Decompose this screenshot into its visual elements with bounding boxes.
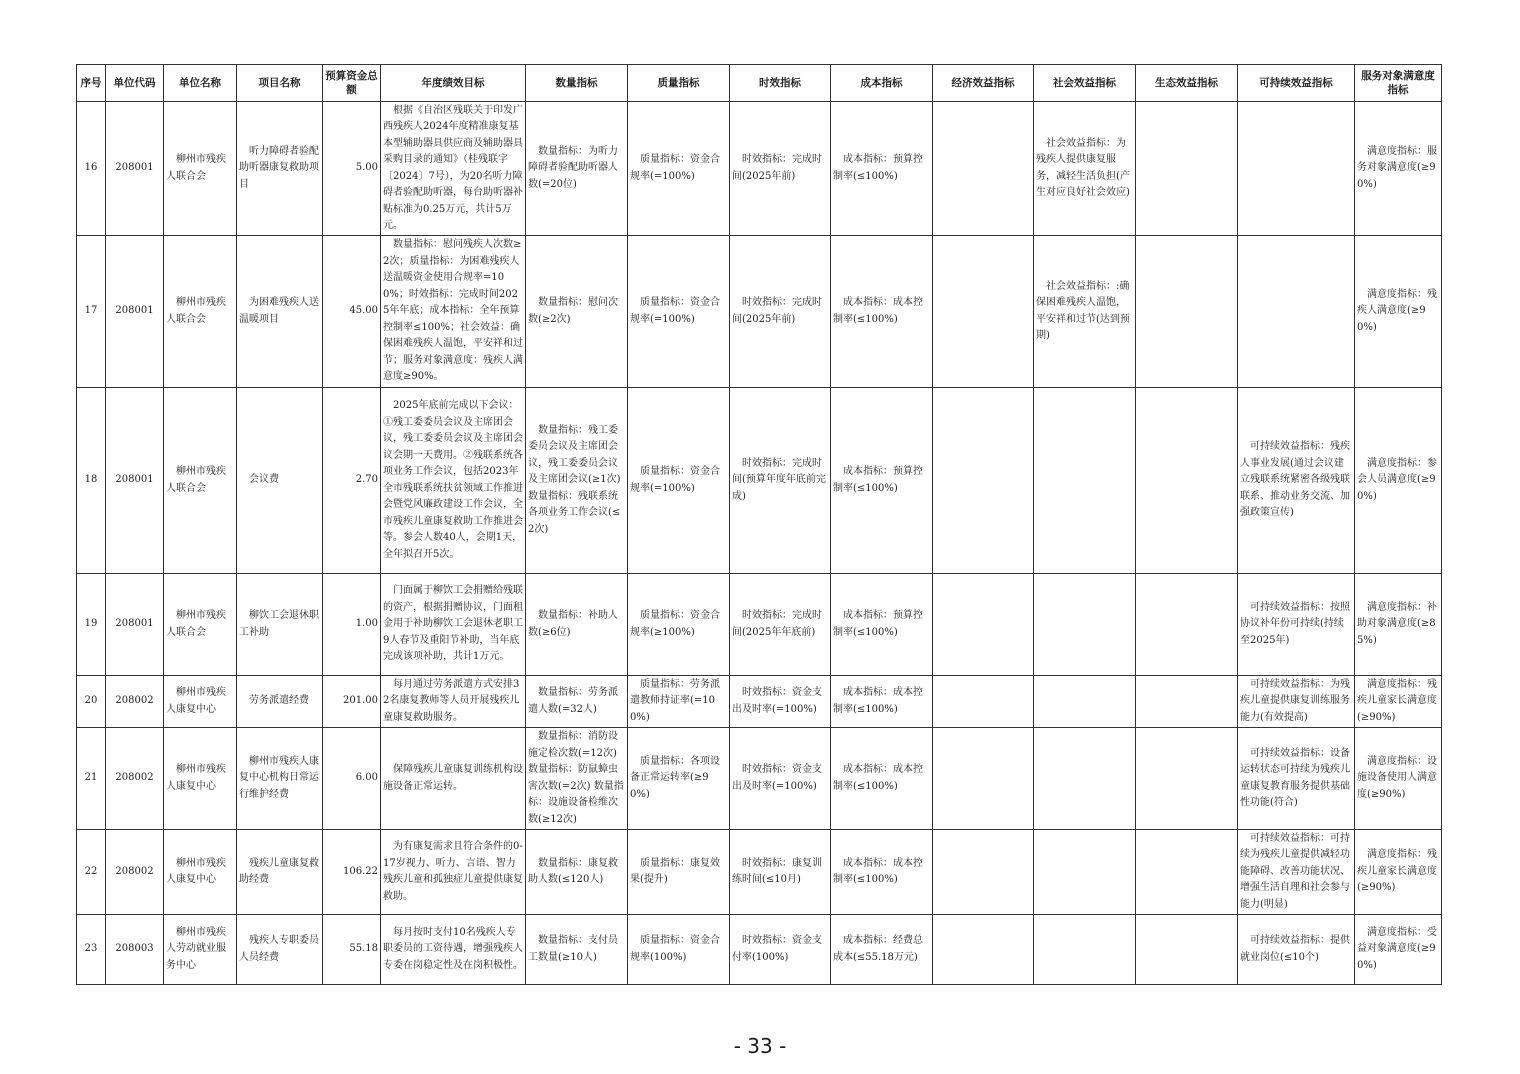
quality-indicator-cell <box>628 676 730 728</box>
header-cell: 年度绩效目标 <box>381 65 526 102</box>
table-row <box>77 676 1442 728</box>
ecological-indicator-cell <box>1136 830 1238 915</box>
social-indicator-cell <box>1034 236 1136 388</box>
project-name: 劳务派遣经费 <box>249 695 309 707</box>
timeliness-indicator: 时效指标：资金支付率(100%) <box>732 935 822 963</box>
cost-indicator: 成本指标：成本控制率(≤100%) <box>833 297 923 325</box>
satisfaction-indicator-cell <box>1355 574 1442 676</box>
unit-code-cell <box>106 236 164 388</box>
annual-goal: 门面属于柳饮工会捐赠给残联的资产，根据捐赠协议，门面租金用于补助柳饮工会退休老职工9人春节及重阳节补助，当年底完成该项补助，共计1万元。 <box>383 585 523 663</box>
sustainability-indicator-cell <box>1238 102 1355 236</box>
ecological-indicator-cell <box>1136 236 1238 388</box>
sustainability-indicator: 可持续效益指标：设备运转状态可持续为残疾儿童康复教育服务提供基础性功能(符合) <box>1240 747 1350 808</box>
quantity-indicator-cell <box>526 236 628 388</box>
unit-name-cell <box>164 830 237 915</box>
budget-amount-cell <box>323 728 381 830</box>
quantity-indicator: 数量指标：支付员工数量(≥10人) <box>528 935 618 963</box>
annual-goal-cell <box>381 236 526 388</box>
quantity-indicator-cell <box>526 728 628 830</box>
quantity-indicator: 数量指标：劳务派遣人数(=32人) <box>528 687 618 715</box>
annual-goal-cell <box>381 915 526 985</box>
timeliness-indicator: 时效指标：完成时间(2025年前) <box>732 154 822 182</box>
economic-indicator-cell <box>933 830 1034 915</box>
project-name: 残疾人专职委员人员经费 <box>239 935 319 963</box>
unit-name: 柳州市残疾人联合会 <box>166 466 226 494</box>
row-number: 21 <box>84 772 98 784</box>
satisfaction-indicator-cell <box>1355 102 1442 236</box>
annual-goal-cell <box>381 676 526 728</box>
project-name: 柳州市残疾人康复中心机构日常运行维护经费 <box>239 755 319 800</box>
row-number: 23 <box>84 943 98 955</box>
row-number-cell <box>77 236 106 388</box>
quantity-indicator-cell <box>526 830 628 915</box>
timeliness-indicator-cell <box>730 574 831 676</box>
quality-indicator: 质量指标：资金合规率(≥100%) <box>630 610 720 638</box>
satisfaction-indicator-cell <box>1355 915 1442 985</box>
budget-amount: 45.00 <box>349 305 378 317</box>
economic-indicator-cell <box>933 915 1034 985</box>
table-row <box>77 102 1442 236</box>
unit-code-cell <box>106 676 164 728</box>
project-name: 会议费 <box>249 474 279 486</box>
timeliness-indicator-cell <box>730 388 831 574</box>
unit-code-cell <box>106 915 164 985</box>
quality-indicator-cell <box>628 388 730 574</box>
header-cell: 单位代码 <box>106 65 164 102</box>
annual-goal: 2025年底前完成以下会议：①残工委委员会议及主席团会议，残工委委员会议及主席团会议会期一天费用。②残联系统各项业务工作会议，包括2023年全市残联系统扶贫领域工作推进会暨党风廉政建设工作会议，全市残疾儿童康复救助工作推进会等。参会人数40人，会期1天，全年拟召开5次。 <box>383 400 523 560</box>
budget-amount: 5.00 <box>355 162 378 174</box>
quality-indicator: 质量指标：资金合规率(=100%) <box>630 154 720 182</box>
sustainability-indicator-cell <box>1238 236 1355 388</box>
budget-amount-cell <box>323 388 381 574</box>
unit-name: 柳州市残疾人康复中心 <box>166 857 226 885</box>
header-cell: 社会效益指标 <box>1034 65 1136 102</box>
quantity-indicator: 数量指标：为听力障碍者验配助听器人数(=20位) <box>528 145 618 190</box>
table-row <box>77 236 1442 388</box>
budget-amount-cell <box>323 574 381 676</box>
header-cell: 数量指标 <box>526 65 628 102</box>
unit-name: 柳州市残疾人联合会 <box>166 154 226 182</box>
timeliness-indicator: 时效指标：完成时间(2025年年底前) <box>732 610 822 638</box>
satisfaction-indicator-cell <box>1355 236 1442 388</box>
quality-indicator-cell <box>628 102 730 236</box>
quantity-indicator: 数量指标：慰问次数(≥2次) <box>528 297 618 325</box>
unit-name-cell <box>164 676 237 728</box>
quantity-indicator-cell <box>526 676 628 728</box>
project-name-cell <box>237 574 323 676</box>
header-cell: 可持续效益指标 <box>1238 65 1355 102</box>
project-name: 柳饮工会退休职工补助 <box>239 610 319 638</box>
row-number: 22 <box>84 865 98 877</box>
annual-goal-cell <box>381 574 526 676</box>
page-number: - 33 - <box>733 1034 787 1058</box>
budget-amount: 6.00 <box>355 772 378 784</box>
quality-indicator-cell <box>628 728 730 830</box>
unit-code: 208003 <box>115 943 154 955</box>
quality-indicator: 质量指标：资金合规率(100%) <box>630 935 720 963</box>
row-number: 20 <box>84 695 98 707</box>
unit-name-cell <box>164 915 237 985</box>
ecological-indicator-cell <box>1136 676 1238 728</box>
unit-code: 208001 <box>115 474 154 486</box>
satisfaction-indicator: 满意度指标：设施设备使用人满意度(≥90%) <box>1357 755 1437 800</box>
unit-code-cell <box>106 102 164 236</box>
cost-indicator: 成本指标：成本控制率(≤100%) <box>833 857 923 885</box>
annual-goal-cell <box>381 728 526 830</box>
annual-goal: 为有康复需求且符合条件的0-17岁视力、听力、言语、智力残疾儿童和孤独症儿童提供康复救助。 <box>383 841 523 902</box>
unit-code-cell <box>106 830 164 915</box>
header-cell: 序号 <box>77 65 106 102</box>
unit-name-cell <box>164 102 237 236</box>
cost-indicator-cell <box>831 676 933 728</box>
table-row <box>77 830 1442 915</box>
social-indicator-cell <box>1034 102 1136 236</box>
table-row <box>77 388 1442 574</box>
annual-goal: 保障残疾儿童康复训练机构设施设备正常运转。 <box>383 764 523 792</box>
annual-goal-cell <box>381 102 526 236</box>
budget-amount-cell <box>323 915 381 985</box>
annual-goal: 每月通过劳务派遣方式安排32名康复教师等人员开展残疾儿童康复救助服务。 <box>383 678 520 723</box>
header-cell: 项目名称 <box>237 65 323 102</box>
ecological-indicator-cell <box>1136 574 1238 676</box>
unit-code: 208002 <box>115 695 154 707</box>
sustainability-indicator: 可持续效益指标：可持续为残疾儿童提供减轻功能障碍、改善功能状况、增强生活自理和社会参与能力(明显) <box>1240 832 1350 910</box>
quantity-indicator: 数量指标：补助人数(≥6位) <box>528 610 618 638</box>
ecological-indicator-cell <box>1136 102 1238 236</box>
unit-code: 208001 <box>115 305 154 317</box>
cost-indicator: 成本指标：成本控制率(≤100%) <box>833 687 923 715</box>
satisfaction-indicator-cell <box>1355 728 1442 830</box>
quality-indicator-cell <box>628 236 730 388</box>
sustainability-indicator: 可持续效益指标：残疾人事业发展(通过会议建立残联系统紧密各级残联联系、推动业务交流、加强政策宣传) <box>1240 441 1350 519</box>
budget-amount-cell <box>323 236 381 388</box>
cost-indicator: 成本指标：成本控制率(≤100%) <box>833 764 923 792</box>
cost-indicator: 成本指标：预算控制率(≤100%) <box>833 610 923 638</box>
project-name: 残疾儿童康复救助经费 <box>239 857 319 885</box>
annual-goal: 数量指标：慰问残疾人次数≥2次；质量指标：为困难残疾人送温暖资金使用合规率=100%；时效指标：完成时间2025年年底；成本指标：全年预算控制率≤100%；社会效益：确保困难残疾人温饱，平安祥和过节；服务对象满意度：残疾人满意度≥90%。 <box>383 239 523 383</box>
quantity-indicator-cell <box>526 574 628 676</box>
budget-amount: 2.70 <box>355 474 378 486</box>
social-indicator: 社会效益指标：为残疾人提供康复服务，减轻生活负担(产生对应良好社会效应) <box>1036 137 1130 198</box>
social-indicator-cell <box>1034 676 1136 728</box>
timeliness-indicator: 时效指标：完成时间(预算年度年底前完成) <box>732 457 826 502</box>
social-indicator-cell <box>1034 915 1136 985</box>
satisfaction-indicator: 满意度指标：残疾人满意度(≥90%) <box>1357 288 1437 333</box>
budget-amount: 55.18 <box>349 943 378 955</box>
cost-indicator-cell <box>831 102 933 236</box>
quantity-indicator-cell <box>526 388 628 574</box>
project-name-cell <box>237 102 323 236</box>
budget-amount-cell <box>323 830 381 915</box>
unit-code: 208001 <box>115 618 154 630</box>
economic-indicator-cell <box>933 728 1034 830</box>
timeliness-indicator: 时效指标：资金支出及时率(=100%) <box>732 764 822 792</box>
satisfaction-indicator-cell <box>1355 830 1442 915</box>
economic-indicator-cell <box>933 388 1034 574</box>
quantity-indicator-cell <box>526 102 628 236</box>
row-number: 16 <box>84 162 98 174</box>
project-name: 听力障碍者验配助听器康复救助项目 <box>239 145 319 190</box>
social-indicator: 社会效益指标：:确保困难残疾人温饱，平安祥和过节(达到预期) <box>1036 280 1130 341</box>
timeliness-indicator: 时效指标：完成时间(2025年前) <box>732 297 822 325</box>
unit-name: 柳州市残疾人康复中心 <box>166 764 226 792</box>
header-cell: 质量指标 <box>628 65 730 102</box>
unit-code-cell <box>106 574 164 676</box>
table-row <box>77 915 1442 985</box>
row-number-cell <box>77 102 106 236</box>
project-name-cell <box>237 830 323 915</box>
quantity-indicator: 数量指标：康复救助人数(≤120人) <box>528 857 618 885</box>
unit-name: 柳州市残疾人联合会 <box>166 297 226 325</box>
row-number-cell <box>77 574 106 676</box>
table-body <box>77 102 1442 985</box>
satisfaction-indicator: 满意度指标：服务对象满意度(≥90%) <box>1357 145 1437 190</box>
header-cell: 成本指标 <box>831 65 933 102</box>
unit-code-cell <box>106 388 164 574</box>
quantity-indicator: 数量指标：残工委委员会议及主席团会议，残工委委员会议及主席团会议(≥1次) 数量指标：残联系统各项业务工作会议(≤2次) <box>528 424 621 535</box>
row-number: 19 <box>84 618 98 630</box>
unit-name: 柳州市残疾人劳动就业服务中心 <box>166 926 226 971</box>
cost-indicator-cell <box>831 915 933 985</box>
budget-amount: 106.22 <box>343 865 378 877</box>
unit-code: 208002 <box>115 865 154 877</box>
performance-table <box>76 64 1442 985</box>
sustainability-indicator: 可持续效益指标：提供就业岗位(≤10个) <box>1240 935 1350 963</box>
social-indicator-cell <box>1034 574 1136 676</box>
unit-code-cell <box>106 728 164 830</box>
header-cell: 单位名称 <box>164 65 237 102</box>
quality-indicator: 质量指标：资金合规率(=100%) <box>630 466 720 494</box>
satisfaction-indicator-cell <box>1355 388 1442 574</box>
satisfaction-indicator: 满意度指标：补助对象满意度(≥85%) <box>1357 601 1437 646</box>
quality-indicator: 质量指标：劳务派遣教师持证率(=100%) <box>630 678 720 723</box>
header-cell: 经济效益指标 <box>933 65 1034 102</box>
row-number-cell <box>77 388 106 574</box>
economic-indicator-cell <box>933 102 1034 236</box>
social-indicator-cell <box>1034 728 1136 830</box>
quality-indicator: 质量指标：康复效果(提升) <box>630 857 720 885</box>
sustainability-indicator-cell <box>1238 388 1355 574</box>
timeliness-indicator-cell <box>730 102 831 236</box>
cost-indicator: 成本指标：预算控制率(≤100%) <box>833 154 923 182</box>
economic-indicator-cell <box>933 574 1034 676</box>
header-cell: 服务对象满意度指标 <box>1355 65 1442 102</box>
ecological-indicator-cell <box>1136 728 1238 830</box>
quality-indicator: 质量指标：各项设备正常运转率(≥90%) <box>630 755 720 800</box>
row-number: 18 <box>84 474 98 486</box>
row-number-cell <box>77 830 106 915</box>
quality-indicator-cell <box>628 574 730 676</box>
row-number: 17 <box>84 305 98 317</box>
sustainability-indicator: 可持续效益指标：按照协议补年份可持续(持续至2025年) <box>1240 601 1350 646</box>
table-row <box>77 574 1442 676</box>
quality-indicator-cell <box>628 830 730 915</box>
economic-indicator-cell <box>933 676 1034 728</box>
annual-goal-cell <box>381 388 526 574</box>
budget-amount: 201.00 <box>343 695 378 707</box>
satisfaction-indicator: 满意度指标：参会人员满意度(≥90%) <box>1357 457 1437 502</box>
row-number-cell <box>77 728 106 830</box>
annual-goal: 根据《自治区残联关于印发广西残疾人2024年度精准康复基本型辅助器具供应商及辅助器具采购目录的通知》（桂残联字〔2024〕7号），为20名听力障碍者验配助听器，每台助听器补贴标准为0.25万元，共计5万元。 <box>383 104 523 231</box>
sustainability-indicator-cell <box>1238 676 1355 728</box>
table-row <box>77 728 1442 830</box>
sustainability-indicator: 可持续效益指标：为残疾儿童提供康复训练服务能力(有效提高) <box>1240 678 1350 723</box>
cost-indicator-cell <box>831 574 933 676</box>
cost-indicator-cell <box>831 830 933 915</box>
project-name-cell <box>237 236 323 388</box>
row-number-cell <box>77 676 106 728</box>
budget-amount-cell <box>323 676 381 728</box>
unit-code: 208001 <box>115 162 154 174</box>
header-cell: 生态效益指标 <box>1136 65 1238 102</box>
annual-goal: 每月按时支付10名残疾人专职委员的工资待遇，增强残疾人专委在岗稳定性及在岗积极性。 <box>383 926 523 971</box>
timeliness-indicator-cell <box>730 915 831 985</box>
timeliness-indicator-cell <box>730 236 831 388</box>
header-cell: 预算资金总额 <box>323 65 381 102</box>
cost-indicator: 成本指标：经费总成本(≤55.18万元) <box>833 935 923 963</box>
unit-code: 208002 <box>115 772 154 784</box>
social-indicator-cell <box>1034 830 1136 915</box>
timeliness-indicator: 时效指标：资金支出及时率(=100%) <box>732 687 822 715</box>
cost-indicator-cell <box>831 236 933 388</box>
annual-goal-cell <box>381 830 526 915</box>
satisfaction-indicator: 满意度指标：残疾儿童家长满意度(≥90%) <box>1357 849 1437 894</box>
satisfaction-indicator-cell <box>1355 676 1442 728</box>
header-cell: 时效指标 <box>730 65 831 102</box>
header-row <box>77 65 1442 102</box>
quantity-indicator: 数量指标：消防设施定检次数(=12次) 数量指标：防鼠蟑虫害次数(=2次) 数量指标：设施设备检维次数(≥12次) <box>528 731 624 825</box>
timeliness-indicator-cell <box>730 728 831 830</box>
ecological-indicator-cell <box>1136 388 1238 574</box>
project-name-cell <box>237 388 323 574</box>
budget-amount-cell <box>323 102 381 236</box>
project-name-cell <box>237 676 323 728</box>
project-name-cell <box>237 728 323 830</box>
row-number-cell <box>77 915 106 985</box>
sustainability-indicator-cell <box>1238 915 1355 985</box>
timeliness-indicator: 时效指标：康复训练时间(≤10月) <box>732 857 822 885</box>
timeliness-indicator-cell <box>730 676 831 728</box>
project-name-cell <box>237 915 323 985</box>
quality-indicator-cell <box>628 915 730 985</box>
satisfaction-indicator: 满意度指标：受益对象满意度(≥90%) <box>1357 926 1437 971</box>
budget-amount: 1.00 <box>355 618 378 630</box>
cost-indicator-cell <box>831 728 933 830</box>
unit-name-cell <box>164 388 237 574</box>
unit-name: 柳州市残疾人康复中心 <box>166 687 226 715</box>
unit-name-cell <box>164 574 237 676</box>
unit-name: 柳州市残疾人联合会 <box>166 610 226 638</box>
economic-indicator-cell <box>933 236 1034 388</box>
social-indicator-cell <box>1034 388 1136 574</box>
sustainability-indicator-cell <box>1238 830 1355 915</box>
unit-name-cell <box>164 236 237 388</box>
cost-indicator: 成本指标：预算控制率(≤100%) <box>833 466 923 494</box>
sustainability-indicator-cell <box>1238 574 1355 676</box>
unit-name-cell <box>164 728 237 830</box>
cost-indicator-cell <box>831 388 933 574</box>
sustainability-indicator-cell <box>1238 728 1355 830</box>
ecological-indicator-cell <box>1136 915 1238 985</box>
quality-indicator: 质量指标：资金合规率(=100%) <box>630 297 720 325</box>
project-name: 为困难残疾人送温暖项目 <box>239 297 319 325</box>
quantity-indicator-cell <box>526 915 628 985</box>
timeliness-indicator-cell <box>730 830 831 915</box>
satisfaction-indicator: 满意度指标：残疾儿童家长满意度(≥90%) <box>1357 678 1437 723</box>
